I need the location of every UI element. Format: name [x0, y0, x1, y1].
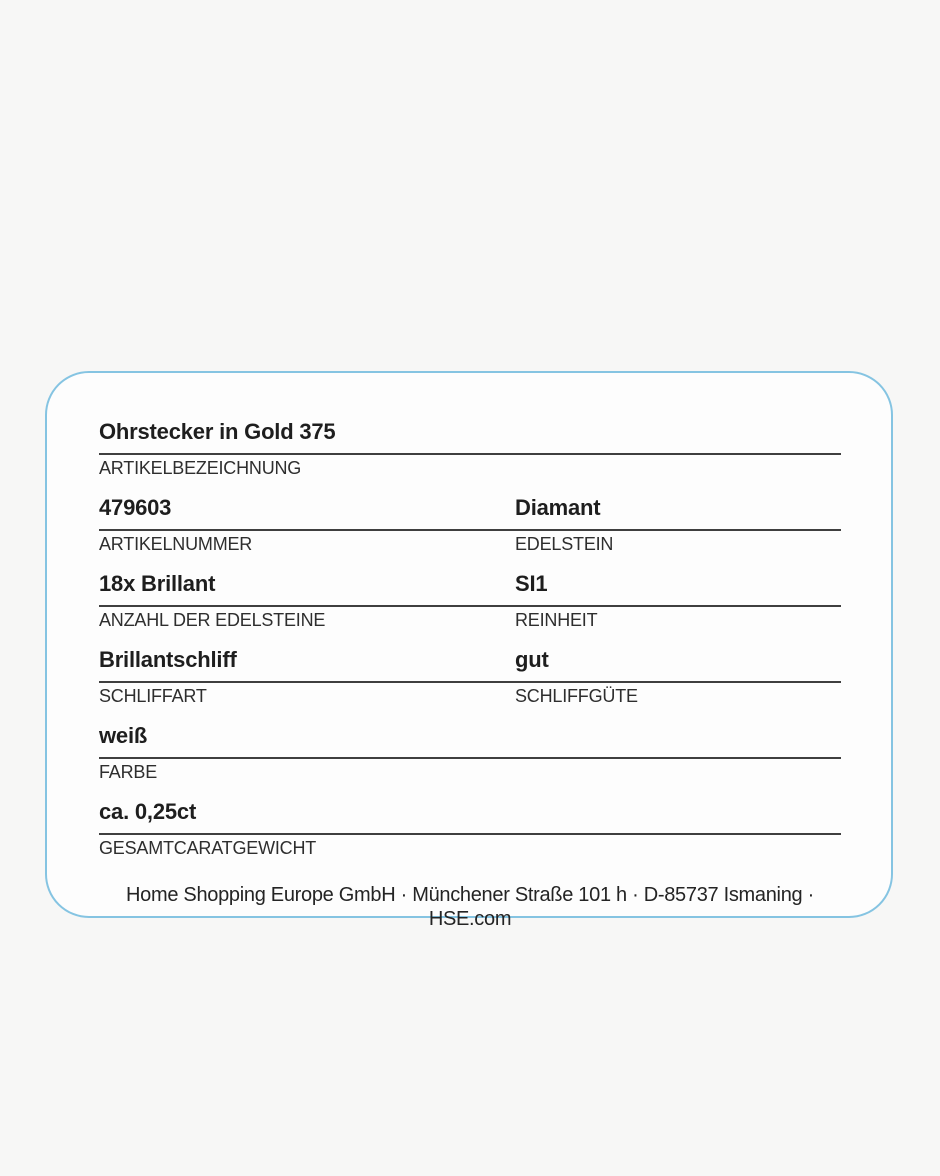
field-label-edelstein: EDELSTEIN — [515, 534, 614, 554]
label-line — [99, 607, 841, 633]
field-row-schliffart-schliffguete — [99, 647, 841, 709]
value-line — [99, 495, 841, 531]
field-label-schliffguete: SCHLIFFGÜTE — [515, 686, 638, 706]
spec-card-content — [47, 373, 891, 931]
field-label-schliffart: SCHLIFFART — [99, 686, 207, 706]
value-line — [99, 723, 841, 759]
field-value-reinheit: SI1 — [515, 571, 548, 596]
label-line — [99, 455, 841, 481]
label-line — [99, 835, 841, 861]
field-label-reinheit: REINHEIT — [515, 610, 598, 630]
field-label-gesamtcaratgewicht: GESAMTCARATGEWICHT — [99, 838, 317, 858]
value-line — [99, 647, 841, 683]
field-value-artikelbezeichnung: Ohrstecker in Gold 375 — [99, 419, 336, 444]
field-label-anzahl-der-edelsteine: ANZAHL DER EDELSTEINE — [99, 610, 326, 630]
company-address-footer: Home Shopping Europe GmbH · Münchener Straße 101 h · D-85737 Ismaning · HSE.com — [126, 884, 814, 930]
label-line — [99, 759, 841, 785]
field-value-schliffguete: gut — [515, 647, 549, 672]
field-row-gesamtcaratgewicht — [99, 799, 841, 861]
field-label-artikelbezeichnung: ARTIKELBEZEICHNUNG — [99, 458, 302, 478]
field-value-farbe: weiß — [99, 723, 148, 748]
field-value-anzahl-der-edelsteine: 18x Brillant — [99, 571, 216, 596]
field-value-artikelnummer: 479603 — [99, 495, 172, 520]
value-line — [99, 419, 841, 455]
field-row-anzahl-reinheit — [99, 571, 841, 633]
field-value-schliffart: Brillantschliff — [99, 647, 237, 672]
product-spec-card — [45, 371, 893, 930]
value-line — [99, 799, 841, 835]
field-row-artikelbezeichnung — [99, 419, 841, 481]
field-label-farbe: FARBE — [99, 762, 158, 782]
field-row-farbe — [99, 723, 841, 785]
field-row-artikelnummer-edelstein — [99, 495, 841, 557]
label-line — [99, 531, 841, 557]
label-line — [99, 683, 841, 709]
value-line — [99, 571, 841, 607]
field-value-edelstein: Diamant — [515, 495, 601, 520]
field-label-artikelnummer: ARTIKELNUMMER — [99, 534, 253, 554]
field-value-gesamtcaratgewicht: ca. 0,25ct — [99, 799, 197, 824]
